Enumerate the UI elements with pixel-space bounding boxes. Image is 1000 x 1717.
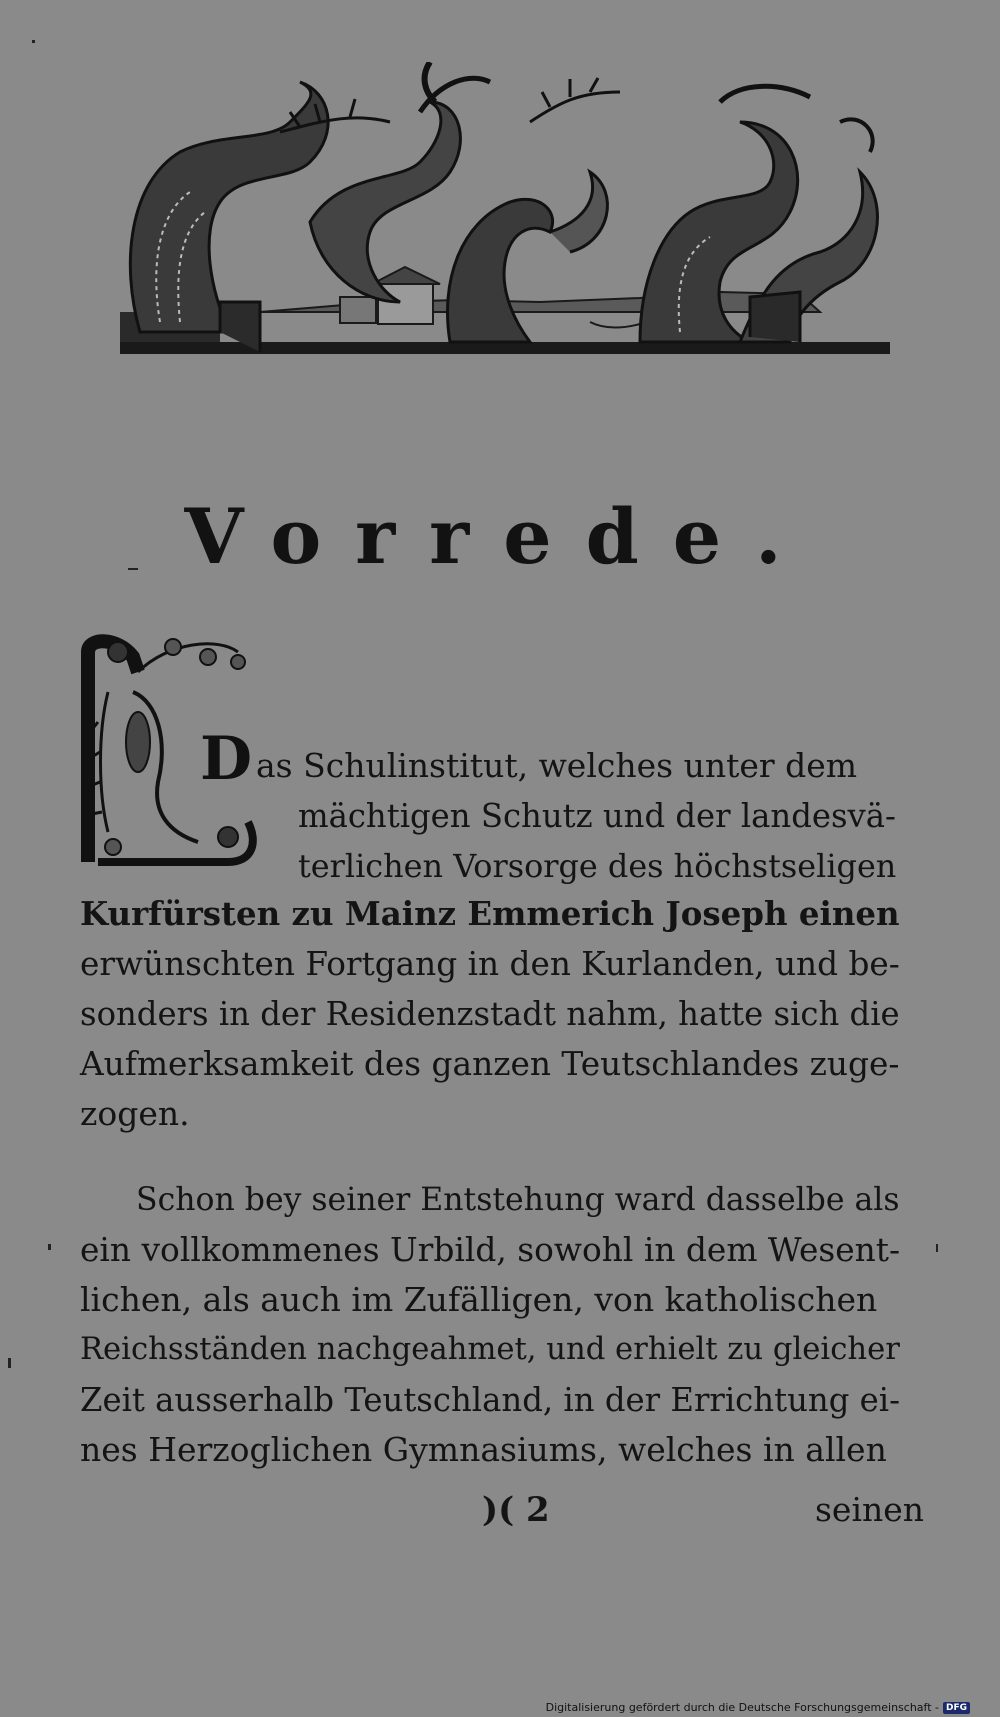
paragraph-2-line: ein vollkommenes Urbild, sowohl in dem Wesent- <box>80 1231 901 1269</box>
catchword: seinen <box>815 1490 925 1529</box>
paragraph-1-line: sonders in der Residenzstadt nahm, hatte sich die <box>80 995 900 1033</box>
signature-mark: )( 2 <box>482 1490 550 1530</box>
paragraph-1-line: mächtigen Schutz und der landesvä- <box>298 797 896 835</box>
credit-text: Digitalisierung gefördert durch die Deutsche Forschungsgemeinschaft - <box>545 1701 939 1714</box>
paragraph-1-line: erwünschten Fortgang in den Kurlanden, und be- <box>80 945 900 983</box>
paragraph-1-line: terlichen Vorsorge des höchstseligen <box>298 847 897 885</box>
paragraph-1-line: Kurfürsten zu Mainz Emmerich Joseph einen <box>80 895 900 933</box>
paragraph-2-line: lichen, als auch im Zufälligen, von katholischen <box>80 1280 878 1319</box>
speck <box>32 40 35 43</box>
paragraph-2-line: Zeit ausserhalb Teutschland, in der Errichtung ei- <box>80 1381 901 1419</box>
digitization-credit <box>546 1701 970 1714</box>
paragraph-1-line: as Schulinstitut, welches unter dem <box>256 746 858 785</box>
paragraph-2-line: nes Herzoglichen Gymnasiums, welches in allen <box>80 1430 887 1469</box>
initial-letter: D <box>200 724 253 794</box>
page-heading: Vorrede. <box>184 492 816 581</box>
speck <box>936 1244 938 1252</box>
ornamental-headpiece <box>120 62 890 402</box>
paragraph-1-line: Aufmerksamkeit des ganzen Teutschlandes zuge- <box>80 1045 900 1083</box>
speck <box>128 568 138 570</box>
speck <box>8 1358 11 1368</box>
paragraph-2-line: Schon bey seiner Entstehung ward dasselbe als <box>136 1182 900 1218</box>
speck <box>48 1244 51 1250</box>
paragraph-2-line: Reichsständen nachgeahmet, und erhielt zu gleicher <box>80 1332 900 1367</box>
paragraph-1-line: zogen. <box>80 1094 190 1133</box>
dfg-logo: DFG <box>943 1702 970 1714</box>
